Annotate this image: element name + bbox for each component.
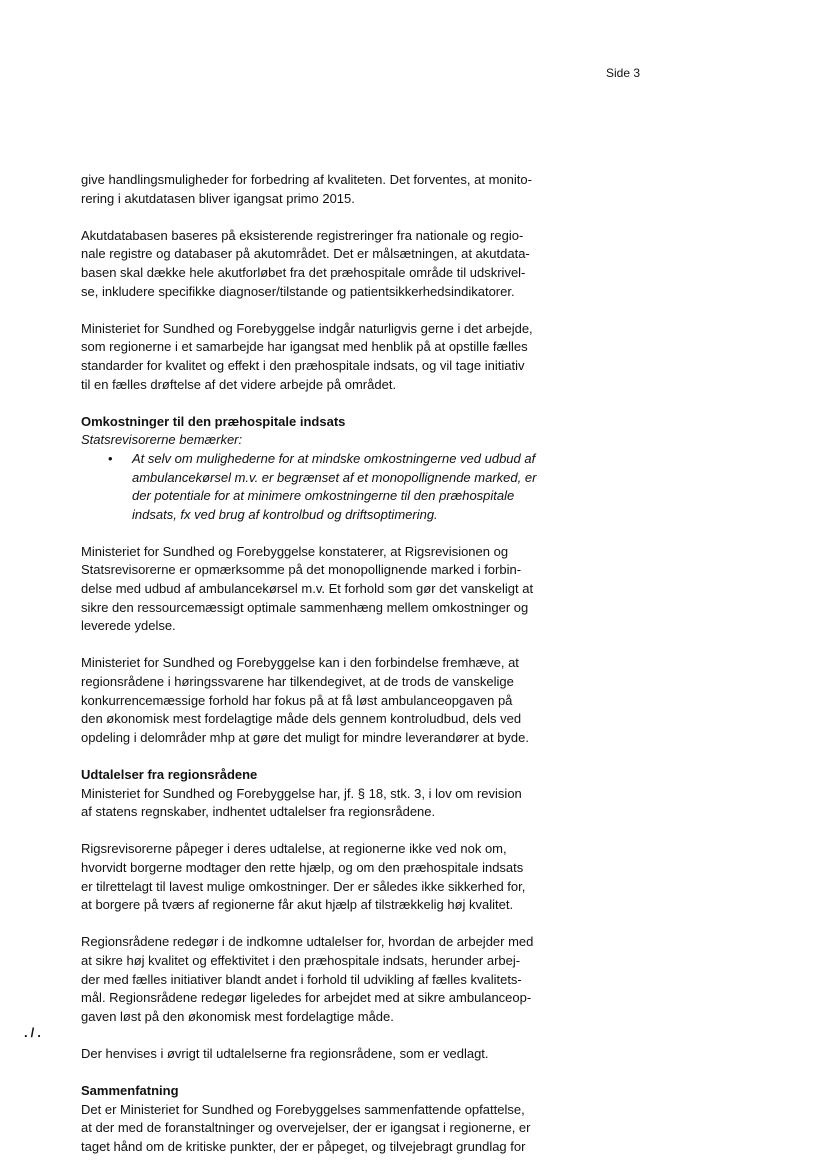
- section-heading-costs: Omkostninger til den præhospitale indsats: [81, 413, 346, 429]
- text-line: Ministeriet for Sundhed og Forebyggelse kan i den forbindelse fremhæve, at: [81, 655, 519, 671]
- paragraph-4: [81, 543, 571, 636]
- attachment-margin-mark: ./.: [24, 1025, 44, 1040]
- section-heading-summary: Sammenfatning: [81, 1083, 179, 1099]
- text-line: at borgere på tværs af regionerne får akut hjælp af tilstrækkelig høj kvalitet.: [81, 897, 514, 913]
- paragraph-3: [81, 320, 571, 394]
- text-line: af statens regnskaber, indhentet udtalelser fra regionsrådene.: [81, 804, 436, 820]
- text-line: ambulancekørsel m.v. er begrænset af et monopollignende marked, er: [132, 469, 537, 485]
- text-line: som regionerne i et samarbejde har igangsat med henblik på at opstille fælles: [81, 339, 528, 355]
- text-line: gaven løst på den økonomisk mest fordelagtige måde.: [81, 1008, 394, 1024]
- document-body: [81, 171, 571, 1156]
- section-heading-regions: Udtalelser fra regionsrådene: [81, 767, 258, 782]
- text-line: Regionsrådene redegør i de indkomne udtalelser for, hvordan de arbejder med: [81, 934, 534, 950]
- bullet-list: [81, 450, 571, 524]
- text-line: til en fælles drøftelse af det videre arbejde på området.: [81, 376, 397, 392]
- page-number: Side 3: [606, 66, 641, 80]
- text-line: at sikre høj kvalitet og effektivitet i den præhospitale indsats, herunder arbej-: [81, 952, 521, 968]
- bullet-icon: •: [108, 450, 113, 466]
- text-line: mål. Regionsrådene redegør ligeledes for arbejdet med at sikre ambulanceop-: [81, 990, 532, 1006]
- text-line: er tilrettelagt til lavest mulige omkostninger. Der er således ikke sikkerhed for,: [81, 878, 526, 894]
- paragraph-9: [81, 1045, 571, 1064]
- text-line: der potentiale for at minimere omkostningerne til den præhospitale: [132, 488, 515, 504]
- text-line: Det er Ministeriet for Sundhed og Forebyggelses sammenfattende opfattelse,: [81, 1101, 525, 1117]
- section-subheading: Statsrevisorerne bemærker:: [81, 432, 243, 448]
- bullet-item: [81, 450, 571, 524]
- text-line: taget hånd om de kritiske punkter, der er påpeget, og tilvejebragt grundlag for: [81, 1138, 526, 1154]
- text-line: Der henvises i øvrigt til udtalelserne fra regionsrådene, som er vedlagt.: [81, 1045, 489, 1061]
- text-line: Ministeriet for Sundhed og Forebyggelse har, jf. § 18, stk. 3, i lov om revision: [81, 785, 522, 801]
- text-line: leverede ydelse.: [81, 618, 176, 634]
- paragraph-8: [81, 933, 571, 1026]
- text-line: delse med udbud af ambulancekørsel m.v. Et forhold som gør det vanskeligt at: [81, 581, 534, 597]
- text-line: regionsrådene i høringssvarene har tilkendegivet, at de trods de vanskelige: [81, 674, 514, 690]
- paragraph-10: [81, 1101, 571, 1157]
- text-line: nale registre og databaser på akutområdet. Det er målsætningen, at akutdata-: [81, 246, 530, 262]
- text-line: Rigsrevisorerne påpeger i deres udtalelse, at regionerne ikke ved nok om,: [81, 841, 507, 857]
- text-line: Ministeriet for Sundhed og Forebyggelse indgår naturligvis gerne i det arbejde,: [81, 320, 533, 336]
- text-line: Akutdatabasen baseres på eksisterende registreringer fra nationale og regio-: [81, 227, 524, 243]
- text-line: Ministeriet for Sundhed og Forebyggelse konstaterer, at Rigsrevisionen og: [81, 543, 509, 559]
- text-line: opdeling i delområder mhp at gøre det muligt for mindre leverandører at byde.: [81, 729, 529, 745]
- text-line: der med fælles initiativer blandt andet i forhold til udvikling af fælles kvalitets-: [81, 971, 522, 987]
- paragraph-7: [81, 840, 571, 914]
- text-line: rering i akutdatasen bliver igangsat primo 2015.: [81, 190, 355, 206]
- text-line: sikre den ressourcemæssigt optimale sammenhæng mellem omkostninger og: [81, 599, 529, 615]
- text-line: at der med de foranstaltninger og overvejelser, der er igangsat i regionerne, er: [81, 1120, 531, 1136]
- text-line: Statsrevisorerne er opmærksomme på det monopollignende marked i forbin-: [81, 562, 522, 578]
- text-line: basen skal dække hele akutforløbet fra det præhospitale område til udskrivel-: [81, 264, 526, 280]
- text-line: standarder for kvalitet og effekt i den præhospitale indsats, og vil tage initiativ: [81, 357, 525, 373]
- text-line: indsats, fx ved brug af kontrolbud og driftsoptimering.: [132, 506, 438, 522]
- text-line: konkurrencemæssige forhold har fokus på at få løst ambulanceopgaven på: [81, 692, 513, 708]
- text-line: den økonomisk mest fordelagtige måde dels gennem kontroludbud, dels ved: [81, 711, 522, 727]
- text-line: se, inkludere specifikke diagnoser/tilstande og patientsikkerhedsindikatorer.: [81, 283, 515, 299]
- text-line: At selv om mulighederne for at mindske omkostningerne ved udbud af: [132, 450, 536, 466]
- paragraph-2: [81, 227, 571, 301]
- text-line: hvorvidt borgerne modtager den rette hjælp, og om den præhospitale indsats: [81, 859, 524, 875]
- paragraph-5: [81, 654, 571, 747]
- paragraph-1: [81, 171, 571, 208]
- paragraph-6: [81, 785, 571, 822]
- text-line: give handlingsmuligheder for forbedring af kvaliteten. Det forventes, at monito-: [81, 172, 532, 187]
